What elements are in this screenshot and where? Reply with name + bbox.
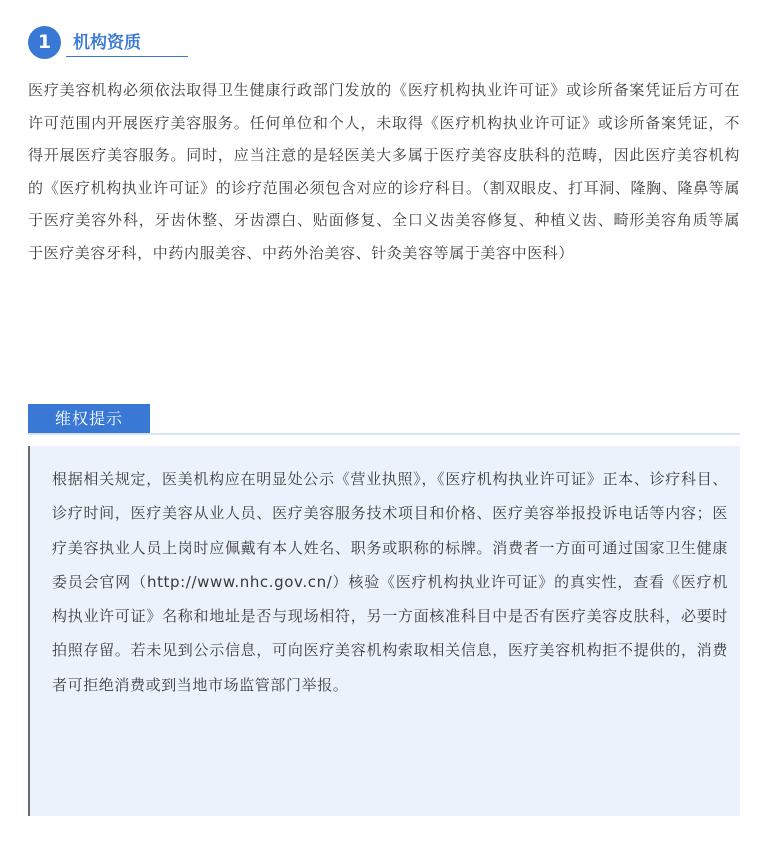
- tip-box: [28, 446, 740, 816]
- tip-paragraph: 根据相关规定，医美机构应在明显处公示《营业执照》，《医疗机构执业许可证》正本、诊疗科目、诊疗时间，医疗美容从业人员、医疗美容服务技术项目和价格、医疗美容举报投诉电话等内容；医疗美容执业人员上岗时应佩戴有本人姓名、职务或职称的标牌。消费者一方面可通过国家卫生健康委员会官网（http://www.nhc.gov.cn/）核验《医疗机构执业许可证》的真实性，查看《医疗机构执业许可证》名称和地址是否与现场相符，另一方面核准科目中是否有医疗美容皮肤科，必要时拍照存留。若未见到公示信息，可向医疗美容机构索取相关信息，医疗美容机构拒不提供的，消费者可拒绝消费或到当地市场监管部门举报。: [52, 470, 728, 694]
- section-number-badge: 1: [28, 26, 61, 59]
- section-paragraph: 医疗美容机构必须依法取得卫生健康行政部门发放的《医疗机构执业许可证》或诊所备案凭证后方可在许可范围内开展医疗美容服务。任何单位和个人，未取得《医疗机构执业许可证》或诊所备案凭证，不得开展医疗美容服务。同时，应当注意的是轻医美大多属于医疗美容皮肤科的范畴，因此医疗美容机构的《医疗机构执业许可证》的诊疗范围必须包含对应的诊疗科目。（割双眼皮、打耳洞、隆胸、隆鼻等属于医疗美容外科，牙齿休整、牙齿漂白、贴面修复、全口义齿美容修复、种植义齿、畸形美容角质等属于医疗美容牙科，中药内服美容、中药外治美容、针灸美容等属于美容中医科）: [28, 81, 740, 262]
- section-title: 机构资质: [73, 33, 141, 53]
- section-title-underline: [66, 56, 188, 57]
- tip-divider: [28, 433, 740, 435]
- section-header: [28, 26, 168, 60]
- tip-title: 维权提示: [28, 404, 150, 434]
